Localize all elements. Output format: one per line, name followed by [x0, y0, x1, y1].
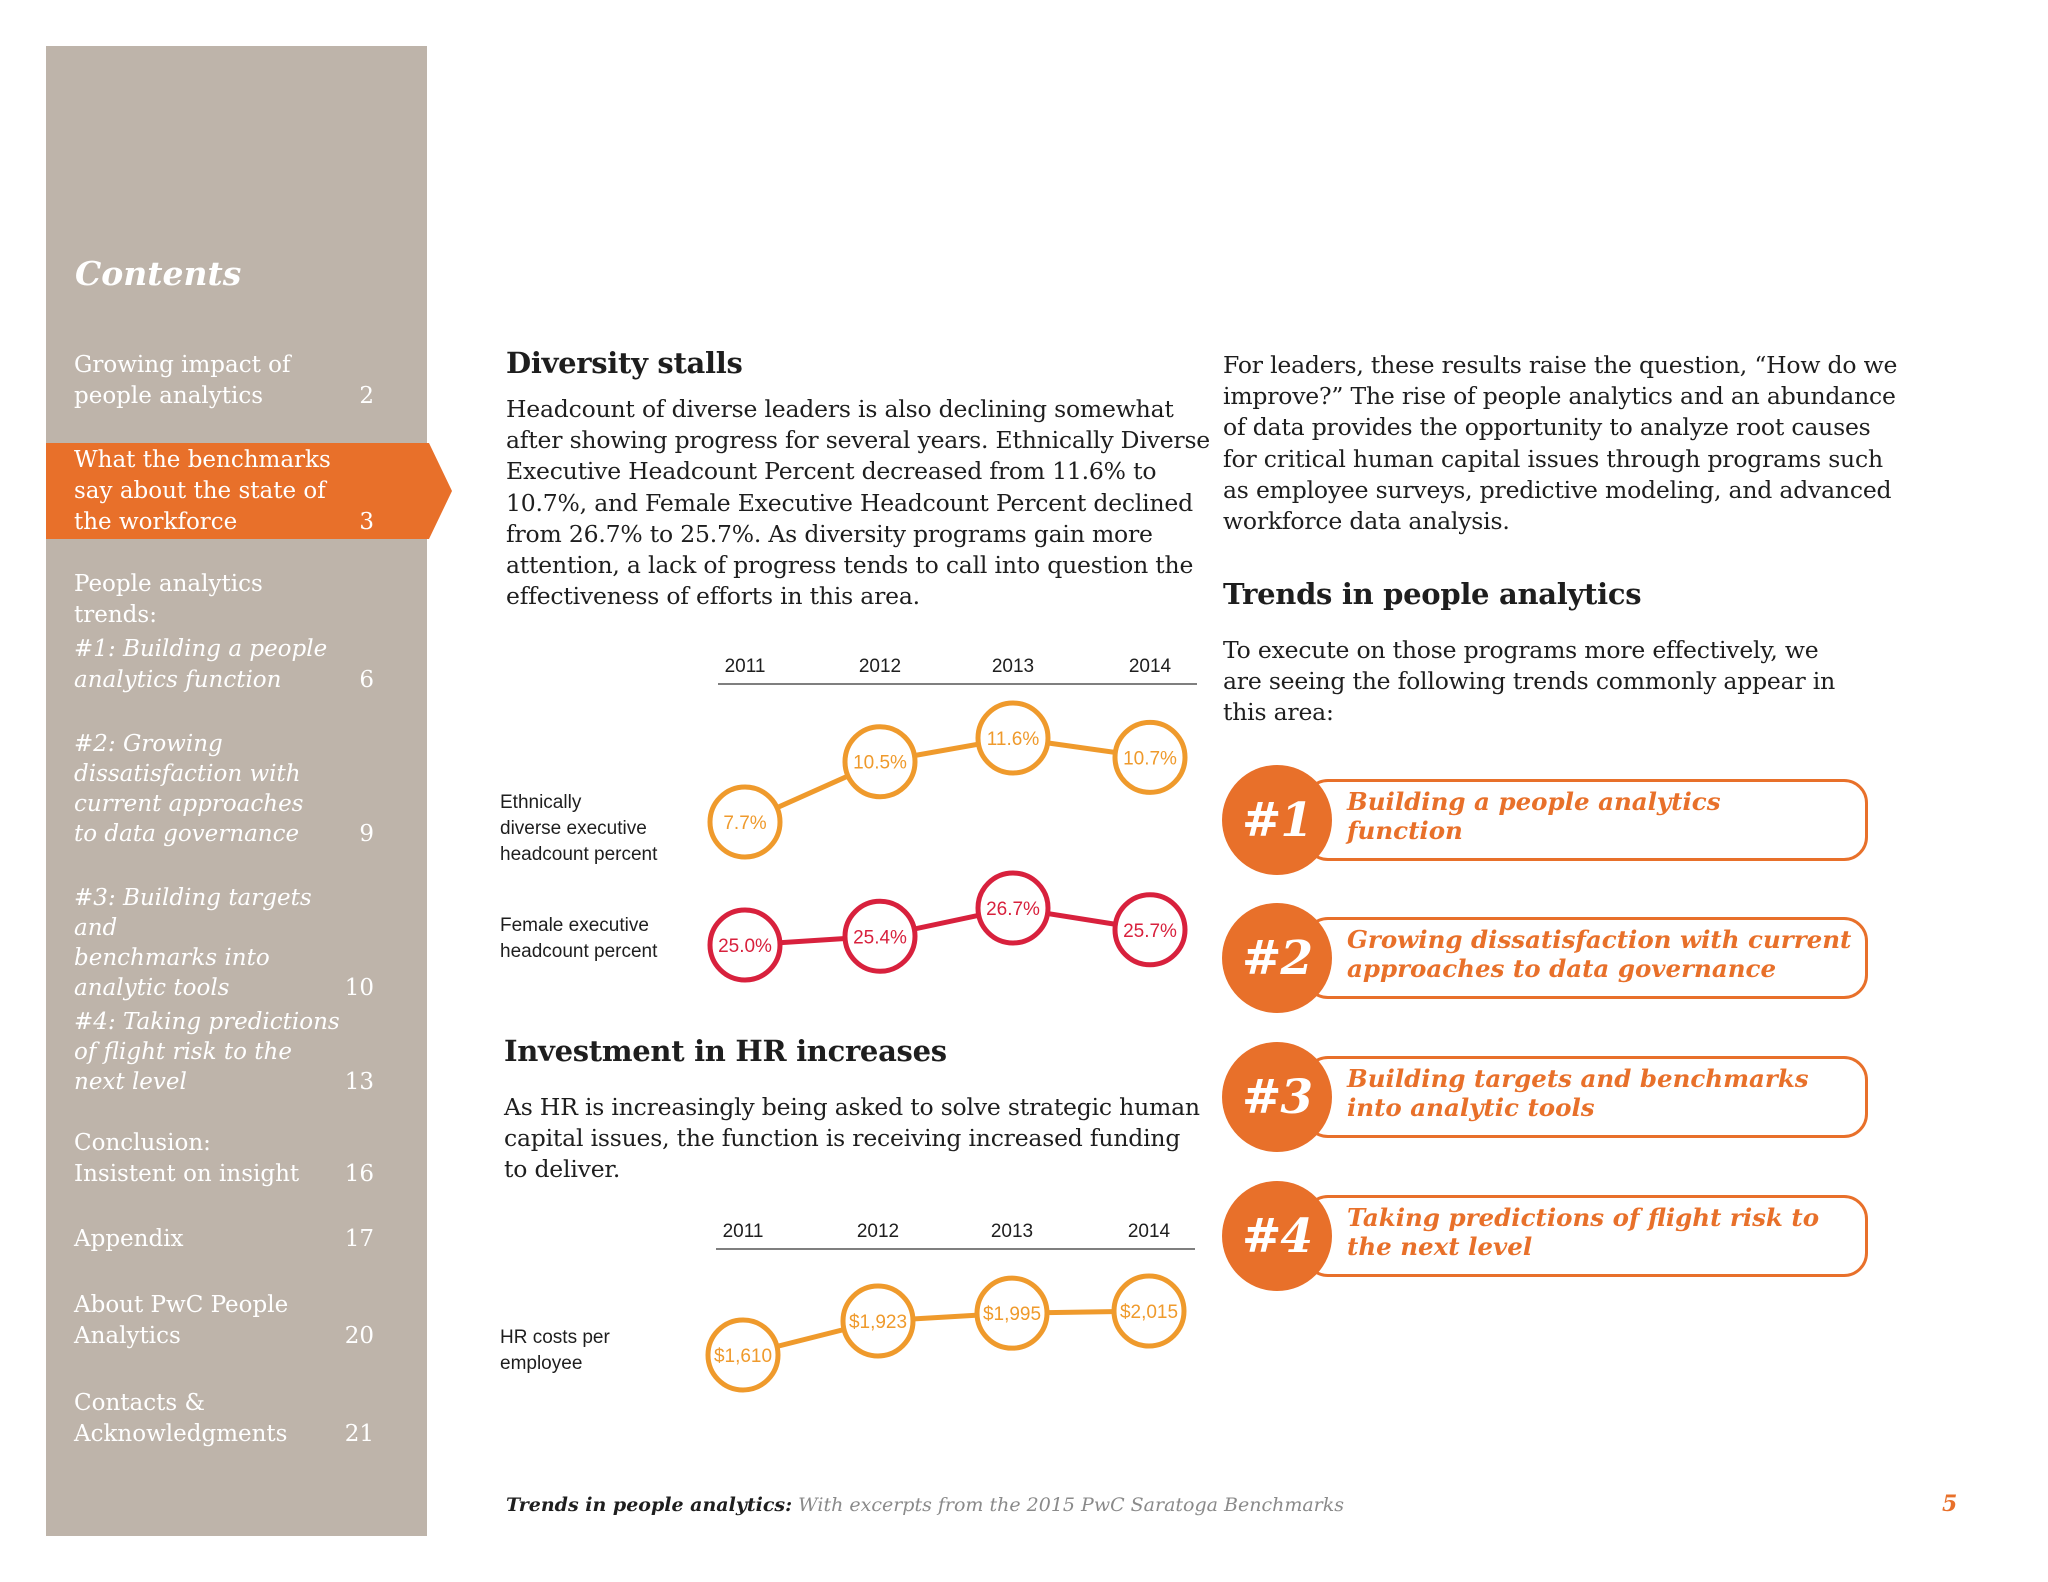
hr-costs-chart: [500, 1205, 1220, 1415]
data-label: 10.7%: [1123, 748, 1177, 770]
toc-label: Conclusion: Insistent on insight: [74, 1130, 300, 1187]
trend-card-4[interactable]: [1222, 1181, 1872, 1291]
data-label: $1,923: [848, 1311, 908, 1333]
toc-label: #1: Building a people analytics function: [74, 636, 328, 693]
toc-page: 9: [359, 821, 374, 847]
trends-lead: To execute on those programs more effectively, we are seeing the following trends commonly appear in this area:: [1223, 636, 1836, 727]
footer-bold: Trends in people analytics:: [506, 1494, 793, 1516]
investment-heading: Investment in HR increases: [504, 1034, 947, 1068]
data-label: 25.0%: [718, 936, 772, 957]
toc-label: Growing impact of people analytics: [74, 352, 291, 409]
toc-item-trend-1[interactable]: [74, 634, 374, 696]
toc-label: #4: Taking predictions of flight risk to the next level: [74, 1009, 340, 1095]
toc-label: People analytics trends:: [74, 571, 263, 628]
toc-label: About PwC People Analytics: [74, 1292, 289, 1349]
toc-page: 13: [344, 1069, 374, 1095]
series-line: [745, 738, 1150, 822]
toc-item-trend-4[interactable]: [74, 1007, 374, 1097]
toc-page: 3: [359, 509, 374, 535]
trends-heading: Trends in people analytics: [1223, 577, 1642, 611]
diversity-chart: [500, 640, 1220, 1000]
toc-page: 2: [359, 383, 374, 409]
year-label: 2013: [991, 656, 1035, 677]
series-line: [743, 1311, 1149, 1355]
trend-badge: #4: [1222, 1181, 1332, 1291]
toc-item-trend-3[interactable]: [74, 883, 374, 1003]
data-label: 11.6%: [986, 729, 1040, 750]
data-label: 26.7%: [986, 899, 1040, 920]
toc-item-trend-2[interactable]: [74, 729, 374, 849]
toc-item-about[interactable]: [74, 1290, 374, 1352]
toc-page: 6: [359, 667, 374, 693]
toc-label: What the benchmarks say about the state of the workforce: [74, 447, 331, 535]
trend-badge: #3: [1222, 1042, 1332, 1152]
series-line: [745, 908, 1150, 945]
trend-badge: #1: [1222, 765, 1332, 875]
year-label: 2013: [990, 1221, 1034, 1242]
series-label: Ethnically diverse executive headcount percent: [500, 792, 658, 865]
toc-label: #2: Growing dissatisfaction with current approaches to data governance: [74, 731, 304, 847]
toc-label: Appendix: [74, 1226, 184, 1252]
data-label: 7.7%: [723, 813, 767, 834]
series-label: Female executive headcount percent: [500, 915, 658, 962]
toc-item-trends-heading[interactable]: [74, 569, 374, 631]
toc-page: 20: [344, 1323, 374, 1349]
toc-item-contacts[interactable]: [74, 1388, 374, 1450]
toc-item-growing-impact[interactable]: [74, 350, 374, 412]
year-label: 2011: [724, 656, 766, 677]
toc-page: 17: [344, 1226, 374, 1252]
trend-title: Building targets and benchmarks into analytic tools: [1347, 1064, 1809, 1122]
toc-item-appendix[interactable]: [74, 1224, 374, 1255]
trend-title: Taking predictions of flight risk to the next level: [1347, 1203, 1820, 1261]
data-label: 10.5%: [853, 752, 907, 774]
contents-title: Contents: [75, 254, 242, 293]
investment-body: As HR is increasingly being asked to solve strategic human capital issues, the function is receiving increased funding to deliver.: [504, 1093, 1200, 1184]
trend-card-1[interactable]: [1222, 765, 1872, 875]
toc-page: 16: [344, 1161, 374, 1187]
trend-card-3[interactable]: [1222, 1042, 1872, 1152]
diversity-body: Headcount of diverse leaders is also declining somewhat after showing progress for several years. Ethnically Diverse Executive Headcount Percent decreased from 11.6% to 10.7%, and Female Executive Headcount Percent declined from 26.7% to 25.7%. As diversity programs gain more attention, a lack of progress tends to call into question the effectiveness of efforts in this area.: [506, 395, 1211, 611]
footer-rest: With excerpts from the 2015 PwC Saratoga Benchmarks: [792, 1494, 1345, 1516]
trend-title: Growing dissatisfaction with current approaches to data governance: [1347, 925, 1852, 983]
series-label: HR costs per employee: [500, 1327, 610, 1374]
right-intro: For leaders, these results raise the question, “How do we improve?” The rise of people analytics and an abundance of data provides the opportunity to analyze root causes for critical human capital issues through programs such as employee surveys, predictive modeling, and advanced workforce data analysis.: [1223, 351, 1898, 536]
trend-title: Building a people analytics function: [1347, 787, 1721, 845]
year-label: 2011: [722, 1221, 764, 1242]
toc-item-conclusion[interactable]: [74, 1128, 374, 1190]
data-label: $1,995: [982, 1304, 1042, 1326]
year-label: 2014: [1128, 656, 1172, 677]
footer-caption: [506, 1494, 1344, 1516]
trend-badge: #2: [1222, 903, 1332, 1013]
year-label: 2012: [858, 656, 902, 677]
toc-label: #3: Building targets and benchmarks into analytic tools: [74, 885, 312, 1001]
diversity-heading: Diversity stalls: [506, 346, 743, 380]
trend-card-2[interactable]: [1222, 903, 1872, 1013]
toc-label: Contacts & Acknowledgments: [74, 1390, 288, 1447]
data-label: $2,015: [1119, 1302, 1179, 1323]
toc-page: 21: [344, 1421, 374, 1447]
year-label: 2014: [1127, 1221, 1171, 1242]
toc-page: 10: [344, 975, 374, 1001]
data-label: $1,610: [713, 1346, 773, 1367]
data-label: 25.7%: [1123, 920, 1177, 942]
year-label: 2012: [856, 1221, 900, 1242]
toc-item-benchmarks[interactable]: [74, 445, 374, 538]
page-number: 5: [1942, 1491, 1958, 1517]
data-label: 25.4%: [853, 927, 907, 949]
